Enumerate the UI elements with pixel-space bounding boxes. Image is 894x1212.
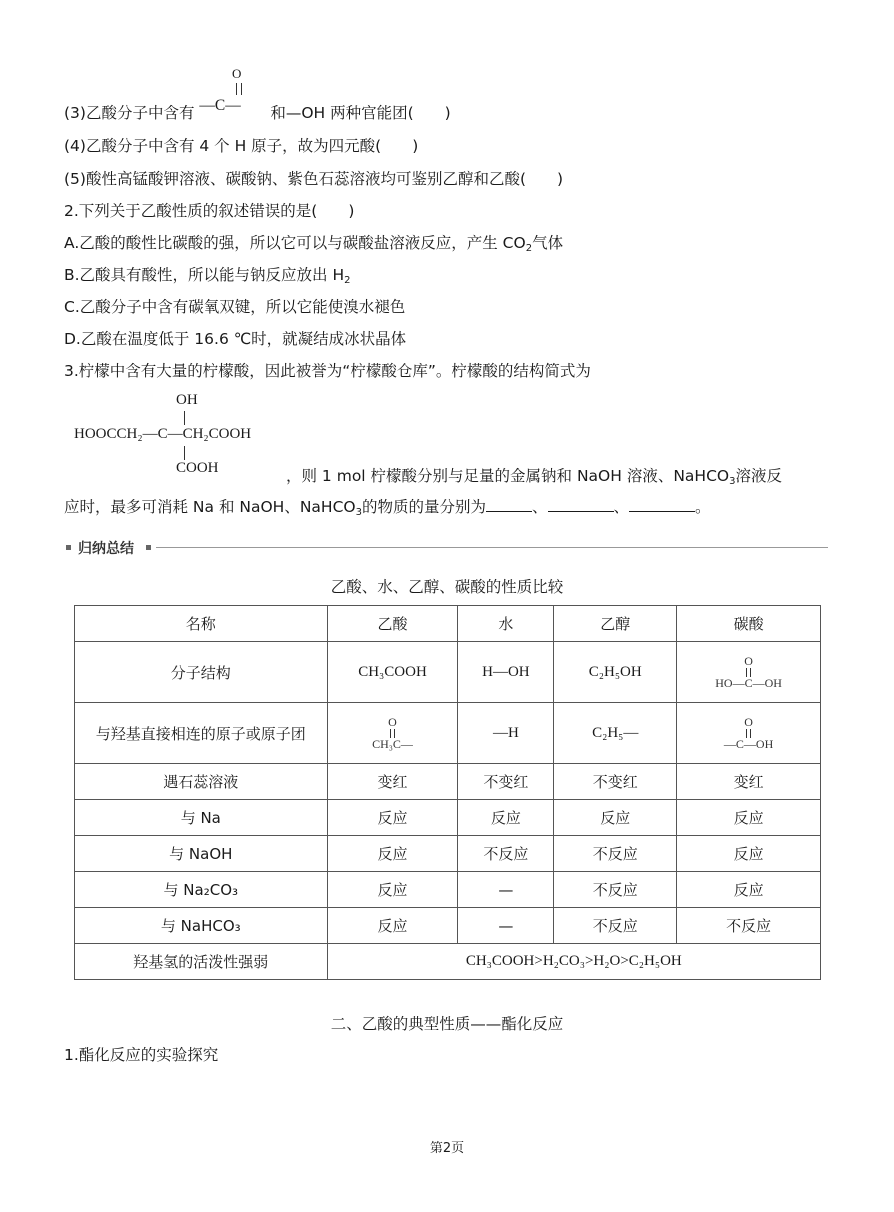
row-label: 分子结构 bbox=[75, 642, 328, 703]
summary-label: 归纳总结 bbox=[78, 541, 134, 557]
structure-bond-top bbox=[184, 411, 185, 425]
option-b-sub: 2 bbox=[344, 275, 351, 286]
table-row bbox=[75, 764, 821, 800]
item3-suffix: 和—OH 两种官能团( ) bbox=[270, 104, 451, 122]
section-item-1: 1.酯化反应的实验探究 bbox=[64, 1046, 219, 1064]
square-bullet-icon bbox=[66, 545, 71, 550]
page-number: 第2页 bbox=[429, 1141, 465, 1156]
carbonyl-double-bond bbox=[236, 83, 242, 95]
option-a-suffix: 气体 bbox=[532, 234, 564, 252]
q3-stem: 3.柠檬中含有大量的柠檬酸，因此被誉为“柠檬酸仓库”。柠檬酸的结构简式为 bbox=[64, 362, 591, 380]
q3-line2 bbox=[64, 497, 711, 517]
carbonic-main: —C—OH bbox=[723, 736, 774, 751]
table-cell: H—OH bbox=[458, 642, 554, 703]
q1-item4: (4)乙酸分子中含有 4 个 H 原子，故为四元酸( ) bbox=[64, 137, 419, 155]
table-cell: 反应 bbox=[677, 800, 821, 836]
table-row bbox=[75, 703, 821, 764]
table-cell: C₂H₅— bbox=[554, 703, 677, 764]
table-cell: 反应 bbox=[554, 800, 677, 836]
q1-item3 bbox=[64, 97, 451, 124]
structure-main: HOOCCH₂—C—CH₂COOH bbox=[74, 426, 252, 442]
q2-option-b bbox=[64, 265, 351, 285]
divider bbox=[156, 547, 828, 548]
table-cell: 不反应 bbox=[554, 908, 677, 944]
row-label: 与 Na₂CO₃ bbox=[75, 872, 328, 908]
table-row bbox=[75, 800, 821, 836]
table-cell: 变红 bbox=[327, 764, 458, 800]
carbonic-o: O bbox=[744, 653, 753, 668]
table-header-row bbox=[75, 606, 821, 642]
table-cell: 不反应 bbox=[554, 872, 677, 908]
carbonyl-o: O bbox=[232, 66, 242, 81]
comparison-table bbox=[74, 605, 821, 980]
structure-cooh: COOH bbox=[176, 460, 219, 476]
option-a-text: A.乙酸的酸性比碳酸的强，所以它可以与碳酸盐溶液反应，产生 CO bbox=[64, 234, 526, 252]
table-cell: 不反应 bbox=[554, 836, 677, 872]
table-cell: — bbox=[458, 908, 554, 944]
header-cell: 名称 bbox=[75, 606, 328, 642]
table-cell bbox=[327, 703, 458, 764]
row-label: 与羟基直接相连的原子或原子团 bbox=[75, 703, 328, 764]
table-cell: 不变红 bbox=[458, 764, 554, 800]
table-cell bbox=[677, 703, 821, 764]
table-row bbox=[75, 872, 821, 908]
table-cell: 反应 bbox=[677, 836, 821, 872]
q2-option-c: C.乙酸分子中含有碳氧双键，所以它能使溴水褪色 bbox=[64, 298, 406, 316]
table-cell: 反应 bbox=[327, 908, 458, 944]
structure-oh: OH bbox=[176, 392, 198, 408]
table-cell: 不反应 bbox=[677, 908, 821, 944]
q3-line2-text: 应时，最多可消耗 Na 和 NaOH、NaHCO bbox=[64, 498, 356, 516]
table-row bbox=[75, 908, 821, 944]
table-cell: — bbox=[458, 872, 554, 908]
q3-line1-suffix: 溶液反 bbox=[735, 467, 782, 485]
answer-blank-3[interactable] bbox=[629, 497, 695, 512]
period: 。 bbox=[695, 498, 711, 516]
answer-blank-1[interactable] bbox=[486, 497, 532, 512]
header-cell: 乙醇 bbox=[554, 606, 677, 642]
table-row bbox=[75, 836, 821, 872]
table-cell: C₂H₅OH bbox=[554, 642, 677, 703]
table-cell: 反应 bbox=[327, 872, 458, 908]
square-bullet-icon bbox=[146, 545, 151, 550]
summary-header bbox=[66, 538, 828, 560]
answer-blank-2[interactable] bbox=[548, 497, 614, 512]
table-title: 乙酸、水、乙醇、碳酸的性质比较 bbox=[330, 578, 564, 596]
q3-line1-text: ，则 1 mol 柠檬酸分别与足量的金属钠和 NaOH 溶液、NaHCO bbox=[286, 467, 730, 485]
carbonyl-group: —C— bbox=[199, 97, 241, 114]
table-row bbox=[75, 944, 821, 980]
q3-line2-suffix: 的物质的量分别为 bbox=[361, 498, 486, 516]
row-label: 与 NaHCO₃ bbox=[75, 908, 328, 944]
q2-stem: 2.下列关于乙酸性质的叙述错误的是( ) bbox=[64, 202, 355, 220]
table-cell: 变红 bbox=[677, 764, 821, 800]
q3-line2-sub: 3 bbox=[355, 507, 362, 518]
structure-bond-bottom bbox=[184, 446, 185, 460]
table-cell: 不变红 bbox=[554, 764, 677, 800]
row-label: 与 NaOH bbox=[75, 836, 328, 872]
table-cell: 反应 bbox=[327, 836, 458, 872]
carbonic-main: HO—C—OH bbox=[715, 675, 782, 690]
table-cell: 反应 bbox=[327, 800, 458, 836]
table-cell: —H bbox=[458, 703, 554, 764]
row-label: 与 Na bbox=[75, 800, 328, 836]
q3-line1-sub: 3 bbox=[729, 476, 736, 487]
q3-line1 bbox=[286, 466, 782, 486]
carbonic-o: O bbox=[744, 714, 753, 729]
separator: 、 bbox=[613, 498, 630, 516]
row-label: 羟基氢的活泼性强弱 bbox=[75, 944, 328, 980]
option-a-sub: 2 bbox=[525, 243, 533, 254]
item3-prefix: (3)乙酸分子中含有 bbox=[64, 104, 195, 122]
separator: 、 bbox=[532, 498, 548, 516]
q2-option-d: D.乙酸在温度低于 16.6 ℃时，就凝结成冰状晶体 bbox=[64, 330, 407, 348]
header-cell: 水 bbox=[458, 606, 554, 642]
activity-order: CH₃COOH>H₂CO₃>H₂O>C₂H₅OH bbox=[327, 944, 820, 980]
section-title: 二、乙酸的典型性质——酯化反应 bbox=[330, 1015, 564, 1033]
table-cell: 不反应 bbox=[458, 836, 554, 872]
q2-option-a bbox=[64, 233, 563, 253]
row-label: 遇石蕊溶液 bbox=[75, 764, 328, 800]
header-cell: 乙酸 bbox=[327, 606, 458, 642]
q1-item5: (5)酸性高锰酸钾溶液、碳酸钠、紫色石蕊溶液均可鉴别乙醇和乙酸( ) bbox=[64, 170, 564, 188]
citric-acid-structure bbox=[74, 392, 304, 482]
table-cell: CH₃COOH bbox=[327, 642, 458, 703]
acetic-o: O bbox=[388, 714, 397, 729]
table-cell: 反应 bbox=[458, 800, 554, 836]
table-cell: 反应 bbox=[677, 872, 821, 908]
acetic-main: CH₃C— bbox=[372, 736, 413, 751]
option-b-text: B.乙酸具有酸性，所以能与钠反应放出 H bbox=[64, 266, 345, 284]
table-row bbox=[75, 642, 821, 703]
header-cell: 碳酸 bbox=[677, 606, 821, 642]
table-cell bbox=[677, 642, 821, 703]
